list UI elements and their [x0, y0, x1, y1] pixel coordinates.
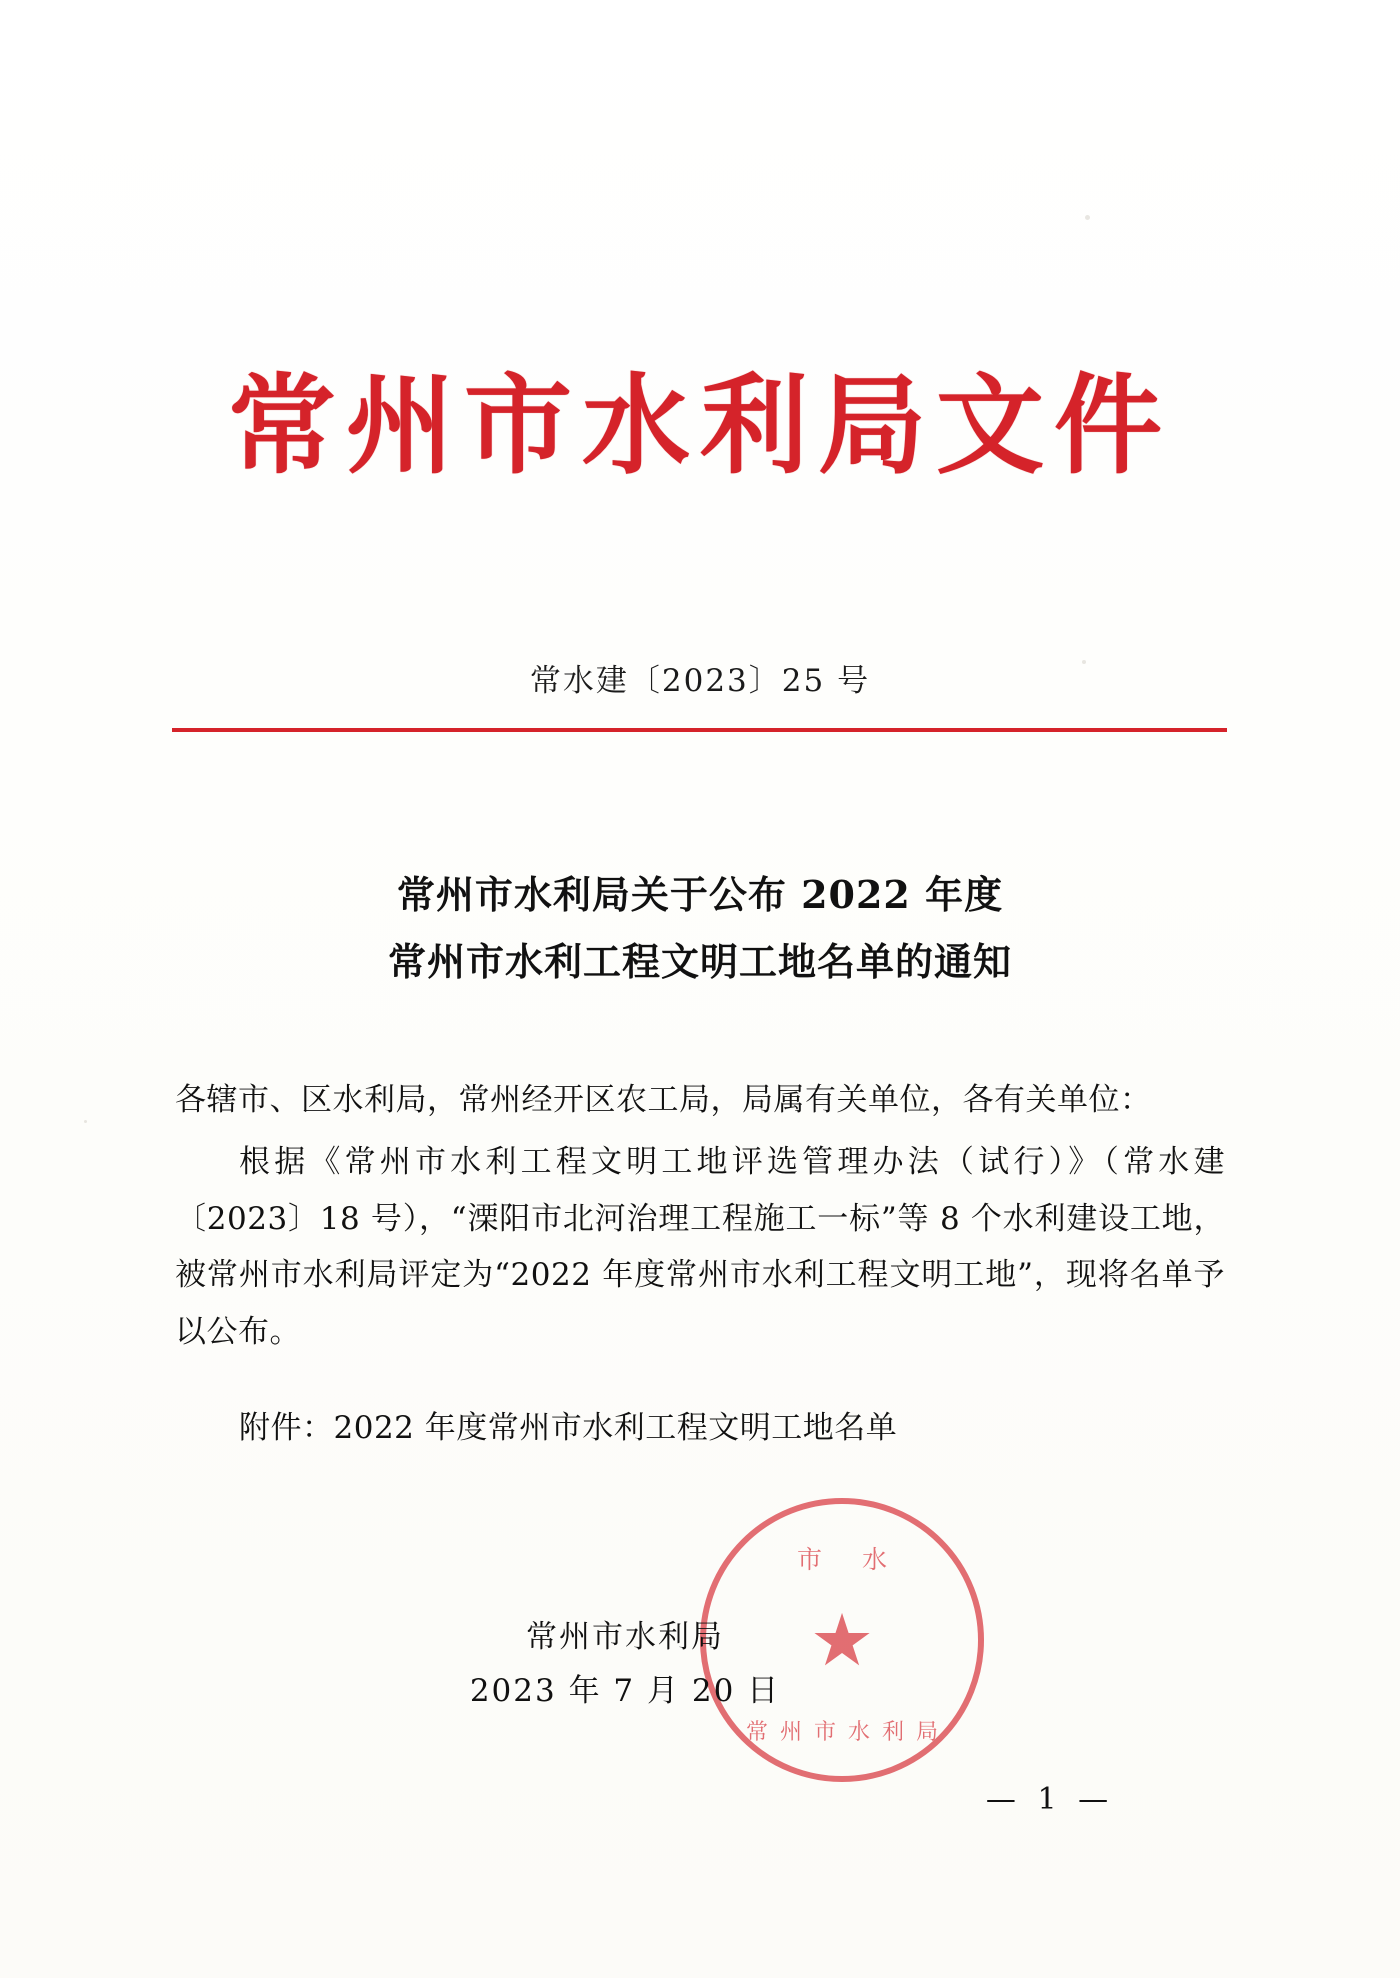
document-title-line-1: 常州市水利局关于公布 2022 年度	[396, 872, 1004, 917]
scan-speck	[84, 1120, 87, 1123]
scan-speck	[1085, 215, 1090, 220]
document-title	[0, 862, 1400, 995]
signature-organization: 常州市水利局	[526, 1619, 724, 1655]
page-number-text: — 1 —	[985, 1782, 1115, 1817]
document-body	[175, 1072, 1225, 1462]
signature-date: 2023 年 7 月 20 日	[469, 1673, 781, 1710]
body-paragraph-main: 根据《常州市水利工程文明工地评选管理办法（试行）》（常水建〔2023〕18 号），“溧阳市北河治理工程施工一标”等 8 个水利建设工地，被常州市水利局评定为“2022 年度常州市水利工程文明工地”，现将名单予以公布。	[175, 1144, 1225, 1350]
seal-bottom-text: 常州市水利局	[745, 1720, 950, 1745]
seal-top-text: 市水	[796, 1545, 927, 1574]
masthead	[0, 363, 1400, 489]
document-title-line-2: 常州市水利工程文明工地名单的通知	[387, 938, 1012, 984]
body-paragraph-attachment: 附件：2022 年度常州市水利工程文明工地名单	[239, 1410, 898, 1447]
signature-block	[0, 1610, 1400, 1719]
red-divider-rule	[172, 728, 1227, 732]
seal-star-icon: ★	[809, 1598, 875, 1682]
page-number	[0, 1782, 1400, 1817]
masthead-title: 常州市水利局文件	[227, 363, 1172, 489]
body-paragraph-salutation: 各辖市、区水利局，常州经开区农工局，局属有关单位，各有关单位：	[175, 1082, 1152, 1118]
document-number: 常水建〔2023〕25 号	[529, 663, 871, 699]
